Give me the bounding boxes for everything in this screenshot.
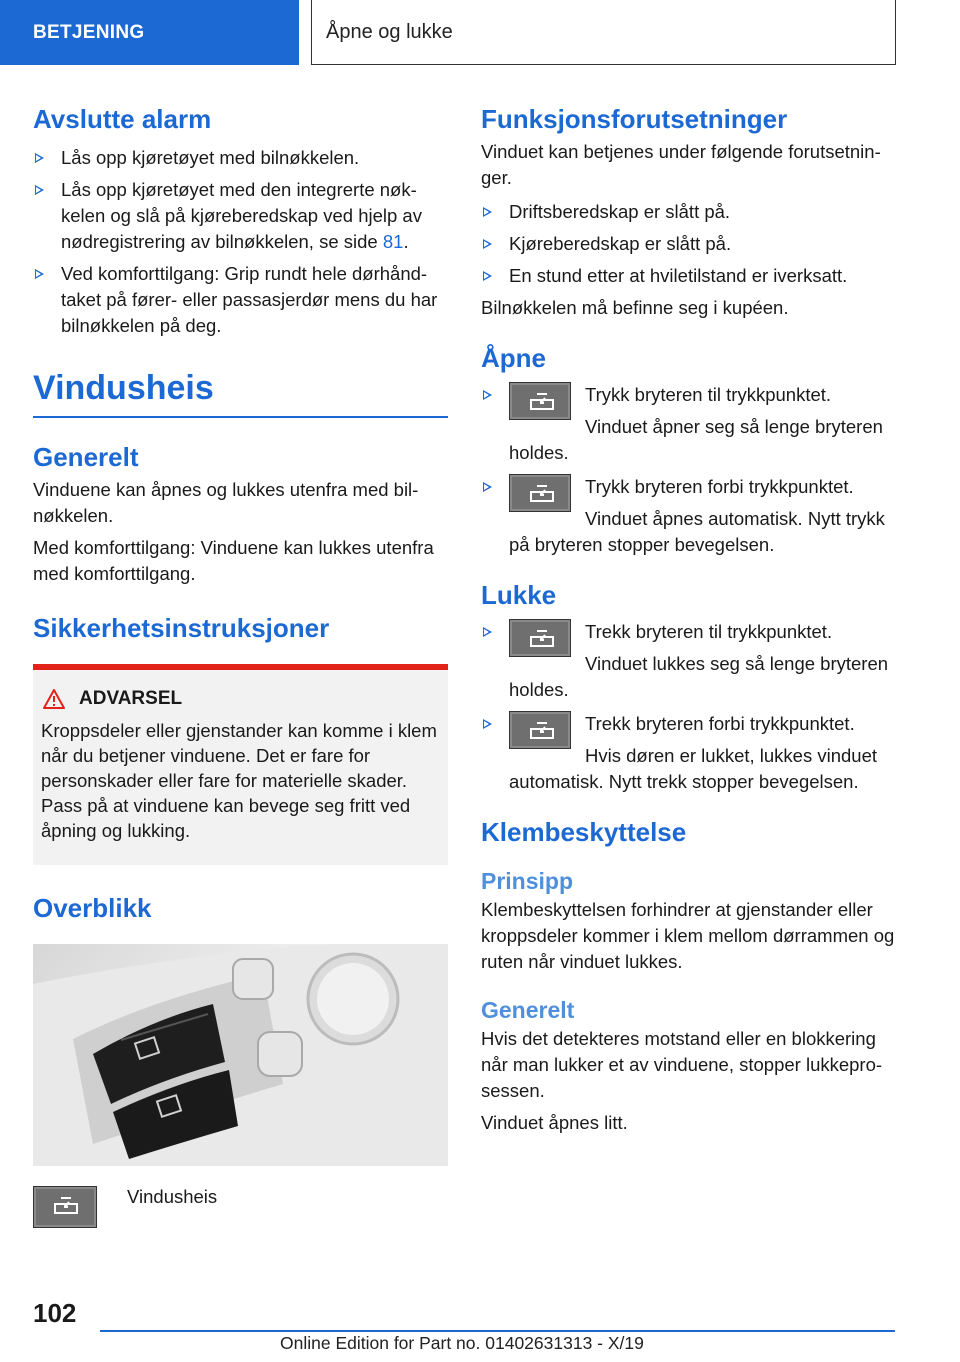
step-item: Trykk bryteren forbi trykkpunktet. Vinduet åpnes automatisk. Nytt trykk på bryteren stopper bevegelsen. — [481, 474, 901, 558]
warning-header — [41, 688, 440, 710]
warning-title: ADVARSEL — [79, 687, 183, 709]
alarm-list — [33, 145, 448, 339]
list-item: Lås opp kjøretøyet med bilnøkkelen. — [33, 145, 448, 171]
heading-apne: Åpne — [481, 343, 546, 373]
step-item: Trekk bryteren forbi trykkpunktet. Hvis døren er lukket, lukkes vinduet automatisk. Nytt trekk stopper bevegelsen. — [481, 711, 901, 795]
heading-avslutte-alarm: Avslutte alarm — [33, 104, 212, 134]
triangle-bullet-icon — [35, 153, 44, 163]
heading-funksjon: Funksjonsforutsetninger — [481, 104, 788, 134]
triangle-bullet-icon — [35, 185, 44, 195]
caption-row — [33, 1186, 448, 1228]
window-switch-icon — [33, 1186, 97, 1228]
heading-generelt: Generelt — [33, 441, 139, 472]
heading-vindusheis: Vindusheis — [33, 369, 214, 407]
lukke-steps — [481, 619, 901, 795]
triangle-bullet-icon — [483, 482, 492, 492]
right-column — [481, 100, 901, 1136]
triangle-bullet-icon — [35, 269, 44, 279]
heading-generelt-klem: Generelt — [481, 997, 575, 1023]
heading-sikkerhet: Sikkerhetsinstruksjoner — [33, 612, 330, 643]
generelt-paragraph: Vinduene kan åpnes og lukkes utenfra med bil-nøkkelen. — [33, 478, 419, 526]
triangle-bullet-icon — [483, 719, 492, 729]
window-switch-icon — [509, 711, 571, 749]
section-tab — [0, 0, 299, 65]
generelt-klem-paragraph: Hvis det detekteres motstand eller en blokkering når man lukker et av vinduene, stopper lukkepro-sessen. — [481, 1028, 883, 1101]
heading-rule — [33, 416, 448, 418]
heading-overblikk: Overblikk — [33, 892, 152, 923]
page-link[interactable]: 81 — [382, 231, 404, 252]
window-switch-icon — [509, 474, 571, 512]
section-title: BETJENING — [33, 21, 145, 43]
generelt-klem-note: Vinduet åpnes litt. — [481, 1112, 628, 1133]
funksjon-intro: Vinduet kan betjenes under følgende forutsetnin-ger. — [481, 141, 881, 188]
triangle-bullet-icon — [483, 239, 492, 249]
footer-rule — [100, 1330, 895, 1332]
step-item: Trykk bryteren til trykkpunktet. Vinduet åpner seg så lenge bryteren holdes. — [481, 382, 901, 466]
triangle-bullet-icon — [483, 207, 492, 217]
warning-text: Kroppsdeler eller gjenstander kan komme i klem når du betjener vinduene. Det er fare for personskader eller fare for materielle skader. Pass på at vinduene kan bevege seg fritt ved åpning og lukking. — [41, 719, 437, 841]
list-item: Ved komforttilgang: Grip rundt hele dørhånd-taket på fører- eller passasjerdør mens du har bilnøkkelen på deg. — [33, 261, 448, 339]
triangle-bullet-icon — [483, 627, 492, 637]
window-switch-icon — [509, 619, 571, 657]
edition-text: Online Edition for Part no. 01402631313 - X/19 — [280, 1333, 644, 1353]
chapter-title: Åpne og lukke — [326, 20, 453, 43]
figure-caption: Vindusheis — [127, 1185, 218, 1207]
warning-box — [33, 664, 448, 865]
funksjon-list — [481, 199, 901, 289]
chapter-header — [311, 0, 896, 65]
left-column — [33, 100, 448, 1228]
list-item: En stund etter at hviletilstand er iverksatt. — [481, 263, 901, 289]
list-item: Lås opp kjøretøyet med den integrerte nøk-kelen og slå på kjøreberedskap ved hjelp av nødregistrering av bilnøkkelen, se side 81. — [33, 177, 448, 255]
apne-steps — [481, 382, 901, 558]
list-item: Driftsberedskap er slått på. — [481, 199, 901, 225]
list-item: Kjøreberedskap er slått på. — [481, 231, 901, 257]
heading-prinsipp: Prinsipp — [481, 868, 574, 894]
switch-panel-illustration — [33, 944, 448, 1166]
step-item: Trekk bryteren til trykkpunktet. Vinduet lukkes seg så lenge bryteren holdes. — [481, 619, 901, 703]
heading-lukke: Lukke — [481, 580, 557, 610]
prinsipp-paragraph: Klembeskyttelsen forhindrer at gjenstander eller kroppsdeler kommer i klem mellom dørrammen og ruten når vinduet lukkes. — [481, 899, 895, 972]
funksjon-note: Bilnøkkelen må befinne seg i kupéen. — [481, 297, 789, 318]
heading-klembeskyttelse: Klembeskyttelse — [481, 817, 687, 847]
window-switch-photo — [33, 944, 448, 1166]
window-switch-icon — [509, 382, 571, 420]
page-number: 102 — [33, 1298, 77, 1328]
triangle-bullet-icon — [483, 271, 492, 281]
triangle-bullet-icon — [483, 390, 492, 400]
komforttilgang-paragraph: Med komforttilgang: Vinduene kan lukkes utenfra med komforttilgang. — [33, 536, 434, 584]
warning-triangle-icon — [43, 689, 65, 709]
